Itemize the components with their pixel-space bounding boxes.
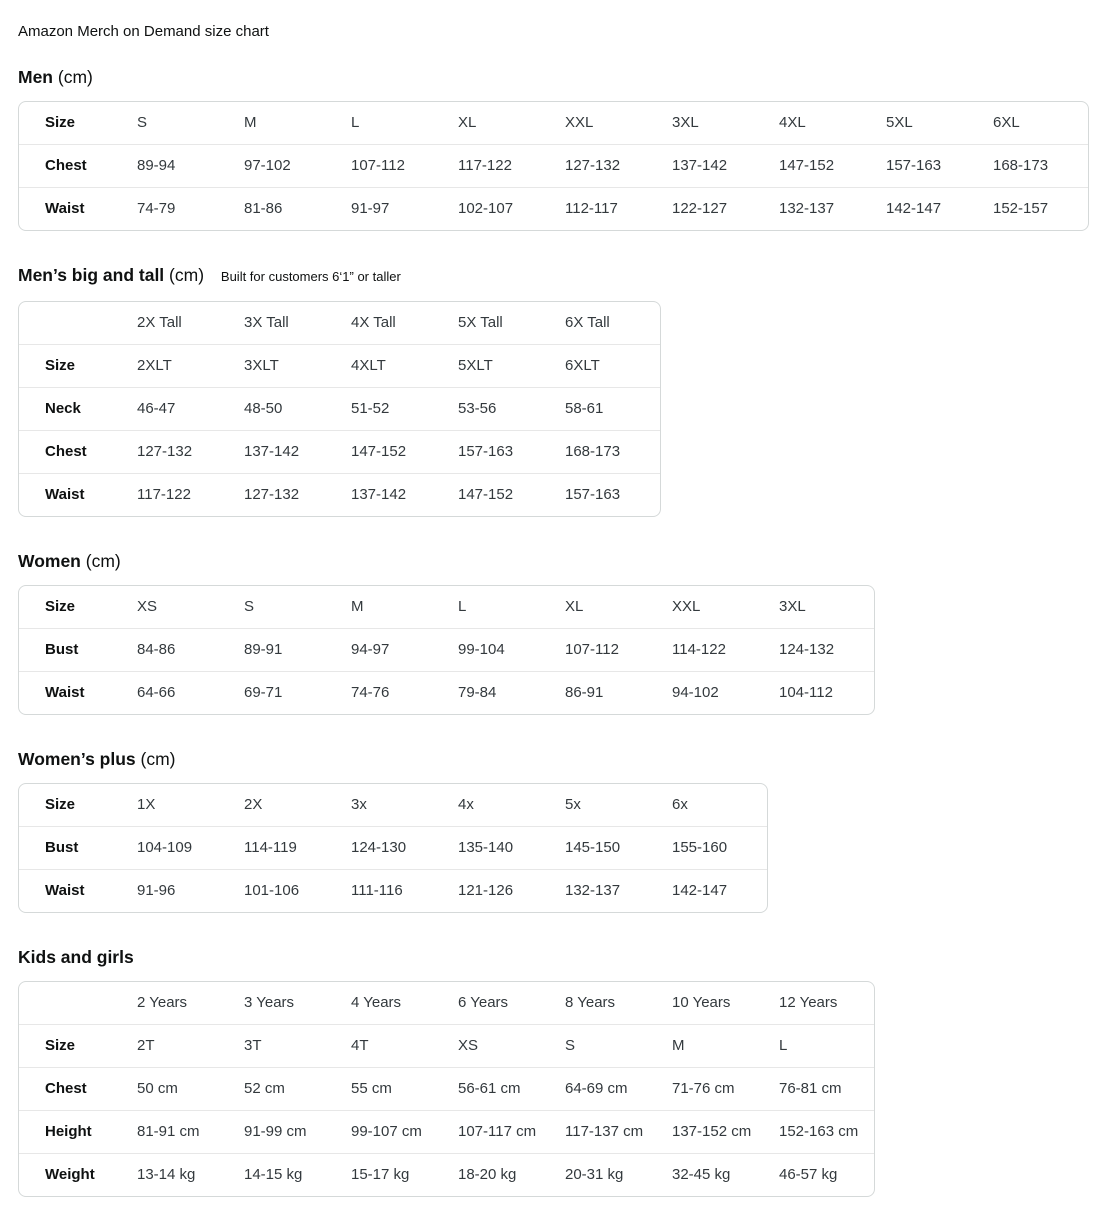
cell-value: 104-112 (767, 671, 874, 714)
cell-value: 111-116 (339, 869, 446, 912)
cell-value: 157-163 (553, 473, 660, 516)
cell-value: 10 Years (672, 994, 731, 1011)
size-table (18, 301, 661, 517)
cell-value: S (137, 114, 148, 131)
cell-value: 51-52 (339, 387, 446, 430)
cell-value: 3 Years (244, 994, 295, 1011)
table-row (19, 302, 660, 344)
cell-value: XL (565, 598, 584, 615)
cell-value: 3X Tall (244, 314, 289, 331)
cell-value: 2X Tall (137, 314, 182, 331)
row-label: Weight (19, 1153, 125, 1196)
section-heading (18, 550, 1094, 572)
cell-value: L (351, 114, 360, 131)
cell-value: 137-142 (232, 430, 339, 473)
cell-value: 58-61 (553, 387, 660, 430)
cell-value: 132-137 (553, 869, 660, 912)
cell-value: 46-47 (125, 387, 232, 430)
cell-value: 15-17 kg (339, 1153, 446, 1196)
cell-value: 84-86 (125, 628, 232, 671)
cell-value: 117-122 (125, 473, 232, 516)
cell-value: 91-99 cm (232, 1110, 339, 1153)
cell-value: 4x (458, 796, 474, 813)
section-note: Built for customers 6‘1” or taller (220, 269, 401, 284)
cell-value: 124-132 (767, 628, 874, 671)
cell-value: 1X (137, 796, 156, 813)
cell-value: 137-142 (660, 144, 767, 187)
table-row (19, 387, 660, 430)
section-womens-plus (18, 748, 1094, 913)
cell-value: 6XL (993, 114, 1020, 131)
section-title: Men’s big and tall (18, 265, 165, 285)
table-row (19, 784, 767, 826)
cell-value: 13-14 kg (125, 1153, 232, 1196)
cell-value: XS (137, 598, 158, 615)
cell-value: 94-97 (339, 628, 446, 671)
cell-value: 157-163 (446, 430, 553, 473)
cell-value: 5x (565, 796, 581, 813)
section-title: Kids and girls (18, 947, 134, 967)
cell-value: 104-109 (125, 826, 232, 869)
cell-value: 155-160 (660, 826, 767, 869)
cell-value: 2T (125, 1024, 232, 1067)
cell-value: 86-91 (553, 671, 660, 714)
row-label (19, 302, 125, 344)
cell-value: 102-107 (446, 187, 553, 230)
cell-value: 3x (351, 796, 367, 813)
cell-value: 157-163 (874, 144, 981, 187)
cell-value: 89-94 (125, 144, 232, 187)
cell-value: 46-57 kg (767, 1153, 874, 1196)
cell-value: 6XLT (553, 344, 660, 387)
section-title: Women (18, 551, 81, 571)
row-label: Waist (19, 869, 125, 912)
size-table (18, 783, 768, 913)
cell-value: 8 Years (565, 994, 616, 1011)
cell-value: 48-50 (232, 387, 339, 430)
table-row (19, 102, 1088, 144)
cell-value: 18-20 kg (446, 1153, 553, 1196)
cell-value: 81-91 cm (125, 1110, 232, 1153)
cell-value: 124-130 (339, 826, 446, 869)
row-label: Waist (19, 187, 125, 230)
table-row (19, 1024, 874, 1067)
cell-value: 55 cm (339, 1067, 446, 1110)
cell-value: 117-137 cm (553, 1110, 660, 1153)
table-row (19, 430, 660, 473)
row-label: Size (19, 1024, 125, 1067)
cell-value: 127-132 (232, 473, 339, 516)
table-row (19, 671, 874, 714)
section-title: Women’s plus (18, 749, 136, 769)
cell-value: 121-126 (446, 869, 553, 912)
row-label: Chest (19, 144, 125, 187)
cell-value: 114-119 (232, 826, 339, 869)
section-unit: (cm) (57, 67, 93, 87)
cell-value: 4X Tall (351, 314, 396, 331)
cell-value: 145-150 (553, 826, 660, 869)
cell-value: 127-132 (553, 144, 660, 187)
section-men (18, 66, 1094, 231)
cell-value: 99-107 cm (339, 1110, 446, 1153)
row-label: Bust (19, 826, 125, 869)
cell-value: 99-104 (446, 628, 553, 671)
cell-value: 6X Tall (565, 314, 610, 331)
cell-value: 5XL (886, 114, 913, 131)
row-label: Size (45, 114, 76, 131)
table-row (19, 344, 660, 387)
table-row (19, 628, 874, 671)
cell-value: 2 Years (137, 994, 188, 1011)
cell-value: 142-147 (660, 869, 767, 912)
cell-value: 107-112 (339, 144, 446, 187)
cell-value: 122-127 (660, 187, 767, 230)
cell-value: 64-69 cm (553, 1067, 660, 1110)
cell-value: 4XL (779, 114, 806, 131)
cell-value: 6 Years (458, 994, 509, 1011)
cell-value: 147-152 (446, 473, 553, 516)
cell-value: 2X (244, 796, 263, 813)
cell-value: 168-173 (981, 144, 1088, 187)
row-label: Size (45, 796, 76, 813)
cell-value: M (351, 598, 364, 615)
cell-value: XL (458, 114, 477, 131)
row-label: Size (19, 344, 125, 387)
table-row (19, 1153, 874, 1196)
cell-value: 117-122 (446, 144, 553, 187)
cell-value: 91-96 (125, 869, 232, 912)
cell-value: S (553, 1024, 660, 1067)
cell-value: M (660, 1024, 767, 1067)
row-label: Bust (19, 628, 125, 671)
cell-value: 74-79 (125, 187, 232, 230)
section-heading (18, 66, 1094, 88)
cell-value: 74-76 (339, 671, 446, 714)
cell-value: 56-61 cm (446, 1067, 553, 1110)
table-row (19, 826, 767, 869)
row-label: Height (19, 1110, 125, 1153)
table-row (19, 187, 1088, 230)
cell-value: 94-102 (660, 671, 767, 714)
cell-value: 168-173 (553, 430, 660, 473)
section-mens-big-and-tall (18, 264, 1094, 517)
cell-value: 2XLT (125, 344, 232, 387)
cell-value: 137-152 cm (660, 1110, 767, 1153)
cell-value: 12 Years (779, 994, 838, 1011)
cell-value: 4 Years (351, 994, 402, 1011)
cell-value: 64-66 (125, 671, 232, 714)
cell-value: 69-71 (232, 671, 339, 714)
row-label (19, 982, 125, 1024)
cell-value: 3XL (672, 114, 699, 131)
cell-value: 5XLT (446, 344, 553, 387)
cell-value: 32-45 kg (660, 1153, 767, 1196)
sections (18, 66, 1094, 1197)
cell-value: 147-152 (339, 430, 446, 473)
cell-value: 4XLT (339, 344, 446, 387)
cell-value: 3T (232, 1024, 339, 1067)
cell-value: 4T (339, 1024, 446, 1067)
size-table (18, 981, 875, 1197)
cell-value: 81-86 (232, 187, 339, 230)
cell-value: 112-117 (553, 187, 660, 230)
table-row (19, 982, 874, 1024)
size-table (18, 585, 875, 715)
cell-value: L (458, 598, 467, 615)
cell-value: 79-84 (446, 671, 553, 714)
cell-value: 107-112 (553, 628, 660, 671)
table-row (19, 1067, 874, 1110)
cell-value: XS (446, 1024, 553, 1067)
row-label: Waist (19, 671, 125, 714)
section-unit: (cm) (85, 551, 121, 571)
cell-value: 135-140 (446, 826, 553, 869)
cell-value: 152-157 (981, 187, 1088, 230)
table-row (19, 1110, 874, 1153)
row-label: Neck (19, 387, 125, 430)
cell-value: M (244, 114, 257, 131)
cell-value: 91-97 (339, 187, 446, 230)
section-heading (18, 748, 1094, 770)
cell-value: 52 cm (232, 1067, 339, 1110)
cell-value: 137-142 (339, 473, 446, 516)
table-row (19, 144, 1088, 187)
size-table (18, 101, 1089, 231)
section-kids-and-girls (18, 946, 1094, 1197)
table-row (19, 473, 660, 516)
cell-value: 5X Tall (458, 314, 503, 331)
cell-value: 147-152 (767, 144, 874, 187)
section-unit: (cm) (169, 265, 205, 285)
cell-value: 71-76 cm (660, 1067, 767, 1110)
cell-value: 114-122 (660, 628, 767, 671)
cell-value: 53-56 (446, 387, 553, 430)
cell-value: 132-137 (767, 187, 874, 230)
row-label: Chest (19, 1067, 125, 1110)
section-heading (18, 264, 1094, 288)
cell-value: 20-31 kg (553, 1153, 660, 1196)
cell-value: 142-147 (874, 187, 981, 230)
table-row (19, 869, 767, 912)
cell-value: 101-106 (232, 869, 339, 912)
cell-value: 127-132 (125, 430, 232, 473)
cell-value: 14-15 kg (232, 1153, 339, 1196)
cell-value: 97-102 (232, 144, 339, 187)
section-heading (18, 946, 1094, 968)
cell-value: 50 cm (125, 1067, 232, 1110)
section-title: Men (18, 67, 53, 87)
section-unit: (cm) (140, 749, 176, 769)
row-label: Waist (19, 473, 125, 516)
cell-value: XXL (672, 598, 701, 615)
cell-value: 89-91 (232, 628, 339, 671)
cell-value: 6x (672, 796, 688, 813)
table-row (19, 586, 874, 628)
section-women (18, 550, 1094, 715)
cell-value: L (767, 1024, 874, 1067)
cell-value: 3XLT (232, 344, 339, 387)
cell-value: 76-81 cm (767, 1067, 874, 1110)
row-label: Chest (19, 430, 125, 473)
cell-value: S (244, 598, 255, 615)
page-title: Amazon Merch on Demand size chart (18, 23, 269, 40)
cell-value: 3XL (779, 598, 806, 615)
row-label: Size (45, 598, 76, 615)
cell-value: 107-117 cm (446, 1110, 553, 1153)
cell-value: 152-163 cm (767, 1110, 874, 1153)
cell-value: XXL (565, 114, 594, 131)
